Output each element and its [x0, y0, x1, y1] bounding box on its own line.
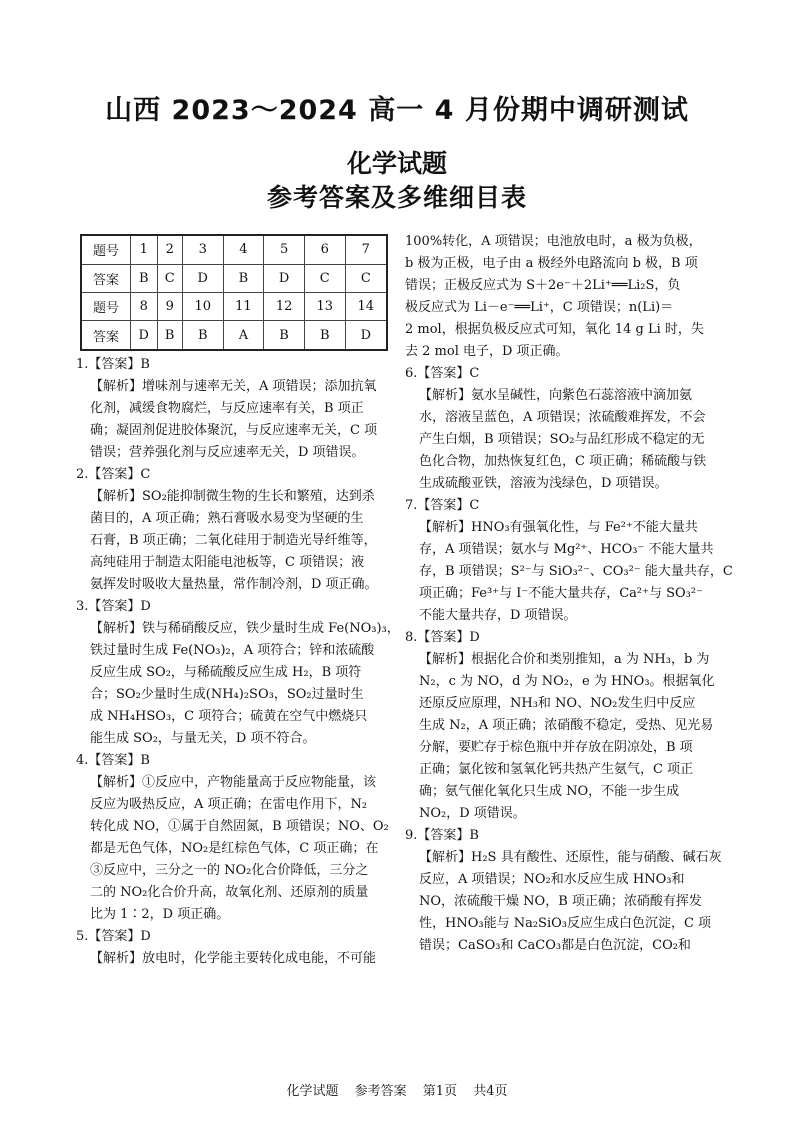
explanation-line: 分解，要贮存于棕色瓶中并存放在阴凉处，B 项 — [419, 740, 693, 755]
answer-table-cell: 12 — [264, 292, 305, 320]
explanation-line: 反应生成 SO₂，与稀硫酸反应生成 H₂，B 项符 — [90, 665, 362, 680]
answer-explanation — [405, 231, 723, 363]
answer-table-header-cell: 题号 — [81, 292, 131, 320]
explanation-line: 极反应式为 Li－e⁻══Li⁺，C 项错误；n(Li)＝ — [405, 300, 674, 315]
answer-explanation — [76, 596, 402, 750]
answer-explanation — [405, 627, 723, 825]
explanation-line: 性，HNO₃能与 Na₂SiO₃反应生成白色沉淀，C 项 — [419, 916, 712, 931]
answer-table-cell: 13 — [304, 292, 345, 320]
explanation-line: ③反应中，三分之一的 NO₂化合价降低，三分之 — [90, 863, 369, 878]
answer-table-cell: 10 — [182, 292, 223, 320]
explanation-line: 二的 NO₂化合价升高，故氧化剂、还原剂的质量 — [90, 885, 369, 900]
explanation-line: 2 mol，根据负极反应式可知，氧化 14 g Li 时，失 — [405, 322, 704, 337]
question-answer-label: 5.【答案】D — [76, 929, 151, 944]
explanation-line: 还原反应原理，NH₃和 NO、NO₂发生归中反应 — [419, 696, 696, 711]
answer-table-cell: C — [157, 264, 182, 292]
footer-subject: 化学试题 — [286, 1084, 339, 1099]
explanation-line: 【解析】SO₂能抑制微生物的生长和繁殖，达到杀 — [90, 489, 375, 504]
explanation-line: 菌目的，A 项正确；熟石膏吸水易变为坚硬的生 — [90, 511, 364, 526]
explanation-line: NO，浓硫酸干燥 NO，B 项正确；浓硝酸有挥发 — [419, 894, 702, 909]
answer-table-cell: D — [182, 264, 223, 292]
explanation-line: 【解析】氨水呈碱性，向紫色石蕊溶液中滴加氨 — [419, 388, 693, 403]
answer-table-cell: B — [131, 264, 158, 292]
explanation-line: 生成 N₂，A 项正确；浓硝酸不稳定，受热、见光易 — [419, 718, 714, 733]
explanation-line: 比为 1∶2，D 项正确。 — [90, 907, 230, 922]
answer-table-cell: 1 — [131, 235, 158, 264]
explanation-line: 石膏，B 项正确；二氧化硅用于制造光导纤维等， — [90, 533, 377, 548]
answer-table-cell: 6 — [304, 235, 345, 264]
answer-table-header-cell: 答案 — [81, 264, 131, 292]
answer-table-cell: 8 — [131, 292, 158, 320]
answer-explanation — [405, 363, 723, 495]
explanation-line: 都是无色气体，NO₂是红棕色气体，C 项正确；在 — [90, 841, 379, 856]
page-footer — [0, 1080, 794, 1099]
answer-table-cell: 4 — [223, 235, 264, 264]
explanation-line: NO₂，D 项错误。 — [419, 806, 526, 821]
explanation-line: 成 NH₄HSO₃，C 项符合；硫黄在空气中燃烧只 — [90, 709, 368, 724]
answer-explanation — [405, 495, 733, 627]
footer-total: 共4页 — [473, 1084, 508, 1099]
explanation-line: 【解析】铁与稀硝酸反应，铁少量时生成 Fe(NO₃)₃， — [90, 621, 400, 636]
page-title: 山西 2023～2024 高一 4 月份期中调研测试 — [105, 95, 689, 126]
answer-table-cell: B — [182, 321, 223, 350]
answer-table-row — [81, 235, 387, 264]
question-answer-label: 3.【答案】D — [76, 599, 151, 614]
answer-explanation — [76, 464, 402, 596]
question-answer-label: 1.【答案】B — [76, 357, 150, 372]
answer-table-cell: D — [264, 264, 305, 292]
explanation-line: 水，溶液呈蓝色，A 项错误；浓硫酸难挥发，不会 — [419, 410, 706, 425]
answer-table-row — [81, 292, 387, 320]
explanation-line: 转化成 NO，①属于自然固氮，B 项错误；NO、O₂ — [90, 819, 389, 834]
footer-doc: 参考答案 — [354, 1084, 407, 1099]
explanation-line: 反应为吸热反应，A 项正确；在雷电作用下，N₂ — [90, 797, 368, 812]
answer-table-cell: 9 — [157, 292, 182, 320]
explanation-line: 正确；氯化铵和氢氧化钙共热产生氨气，C 项正 — [419, 762, 694, 777]
answer-table-cell: B — [304, 321, 345, 350]
answer-table-cell: B — [264, 321, 305, 350]
question-answer-label: 8.【答案】D — [405, 630, 480, 645]
answer-table-row — [81, 264, 387, 292]
explanation-line: 色化合物，加热恢复红色，C 项正确；稀硫酸与铁 — [419, 454, 707, 469]
answer-table-cell: D — [131, 321, 158, 350]
subject-title: 化学试题 — [346, 149, 447, 178]
explanation-line: 【解析】①反应中，产物能量高于反应物能量，该 — [90, 775, 377, 790]
answer-explanation — [76, 750, 402, 926]
question-answer-label: 2.【答案】C — [76, 467, 151, 482]
explanation-line: 错误；CaSO₃和 CaCO₃都是白色沉淀，CO₂和 — [419, 938, 691, 953]
explanation-line: 高纯硅用于制造太阳能电池板等，C 项错误；液 — [90, 555, 365, 570]
question-answer-label: 9.【答案】B — [405, 828, 479, 843]
question-answer-label: 4.【答案】B — [76, 753, 150, 768]
answer-table-cell: A — [223, 321, 264, 350]
answer-table-cell: 3 — [182, 235, 223, 264]
explanation-line: 存，B 项错误；S²⁻与 SiO₃²⁻、CO₃²⁻ 能大量共存，C — [419, 564, 733, 579]
explanation-line: 【解析】根据化合价和类别推知，a 为 NH₃，b 为 — [419, 652, 710, 667]
answer-explanation — [76, 926, 402, 970]
answer-table-cell: 14 — [345, 292, 387, 320]
explanation-line: 【解析】增味剂与速率无关，A 项错误；添加抗氧 — [90, 379, 377, 394]
explanation-line: 【解析】放电时，化学能主要转化成电能，不可能 — [90, 951, 377, 966]
answer-table-cell: C — [304, 264, 345, 292]
explanation-line: 100%转化，A 项错误；电池放电时，a 极为负极， — [405, 234, 702, 249]
answer-table-cell: C — [345, 264, 387, 292]
explanation-line: 项正确；Fe³⁺与 I⁻不能大量共存，Ca²⁺与 SO₃²⁻ — [419, 586, 703, 601]
explanation-line: 错误；正极反应式为 S＋2e⁻＋2Li⁺══Li₂S，负 — [405, 278, 681, 293]
explanation-line: 生成硫酸亚铁，溶液为浅绿色，D 项错误。 — [419, 476, 668, 491]
left-column — [76, 354, 402, 970]
answer-table-cell: 11 — [223, 292, 264, 320]
explanation-line: 不能大量共存，D 项错误。 — [419, 608, 577, 623]
question-answer-label: 6.【答案】C — [405, 366, 480, 381]
explanation-line: 反应，A 项错误；NO₂和水反应生成 HNO₃和 — [419, 872, 685, 887]
explanation-line: 氨挥发时吸收大量热量，常作制冷剂，D 项正确。 — [90, 577, 378, 592]
answer-table-row — [81, 321, 387, 350]
answer-table-cell: 7 — [345, 235, 387, 264]
explanation-line: 能生成 SO₂，与量无关，D 项不符合。 — [90, 731, 316, 746]
explanation-line: 错误；营养强化剂与反应速率无关，D 项错误。 — [90, 445, 365, 460]
right-column — [405, 231, 733, 957]
answer-explanation — [76, 354, 402, 464]
document-subtitle: 参考答案及多维细目表 — [266, 183, 527, 212]
explanation-line: 铁过量时生成 Fe(NO₃)₂，A 项符合；锌和浓硫酸 — [90, 643, 375, 658]
answer-table-cell: 2 — [157, 235, 182, 264]
question-answer-label: 7.【答案】C — [405, 498, 480, 513]
explanation-line: 确；凝固剂促进胶体聚沉，与反应速率无关，C 项 — [90, 423, 378, 438]
explanation-line: 合；SO₂少量时生成(NH₄)₂SO₃，SO₂过量时生 — [90, 687, 364, 702]
explanation-line: 产生白烟，B 项错误；SO₂与品红形成不稳定的无 — [419, 432, 705, 447]
footer-page: 第1页 — [422, 1084, 458, 1099]
answer-table-cell: 5 — [264, 235, 305, 264]
explanation-line: b 极为正极，电子由 a 极经外电路流向 b 极，B 项 — [405, 256, 698, 271]
answer-table-cell: D — [345, 321, 387, 350]
explanation-line: 去 2 mol 电子，D 项正确。 — [405, 344, 569, 359]
explanation-line: 【解析】HNO₃有强氧化性，与 Fe²⁺不能大量共 — [419, 520, 698, 535]
explanation-line: 确；氨气催化氧化只生成 NO，不能一步生成 — [419, 784, 680, 799]
answer-table-cell: B — [157, 321, 182, 350]
explanation-line: 化剂，减缓食物腐烂，与反应速率有关，B 项正 — [90, 401, 364, 416]
explanation-line: N₂，c 为 NO，d 为 NO₂，e 为 HNO₃。根据氧化 — [419, 674, 715, 689]
explanation-line: 【解析】H₂S 具有酸性、还原性，能与硝酸、碱石灰 — [419, 850, 722, 865]
answer-explanation — [405, 825, 723, 957]
answer-table-cell: B — [223, 264, 264, 292]
answer-table-header-cell: 题号 — [81, 235, 131, 264]
answer-table-header-cell: 答案 — [81, 321, 131, 350]
answer-table — [80, 234, 388, 351]
explanation-line: 存，A 项错误；氨水与 Mg²⁺、HCO₃⁻ 不能大量共 — [419, 542, 714, 557]
